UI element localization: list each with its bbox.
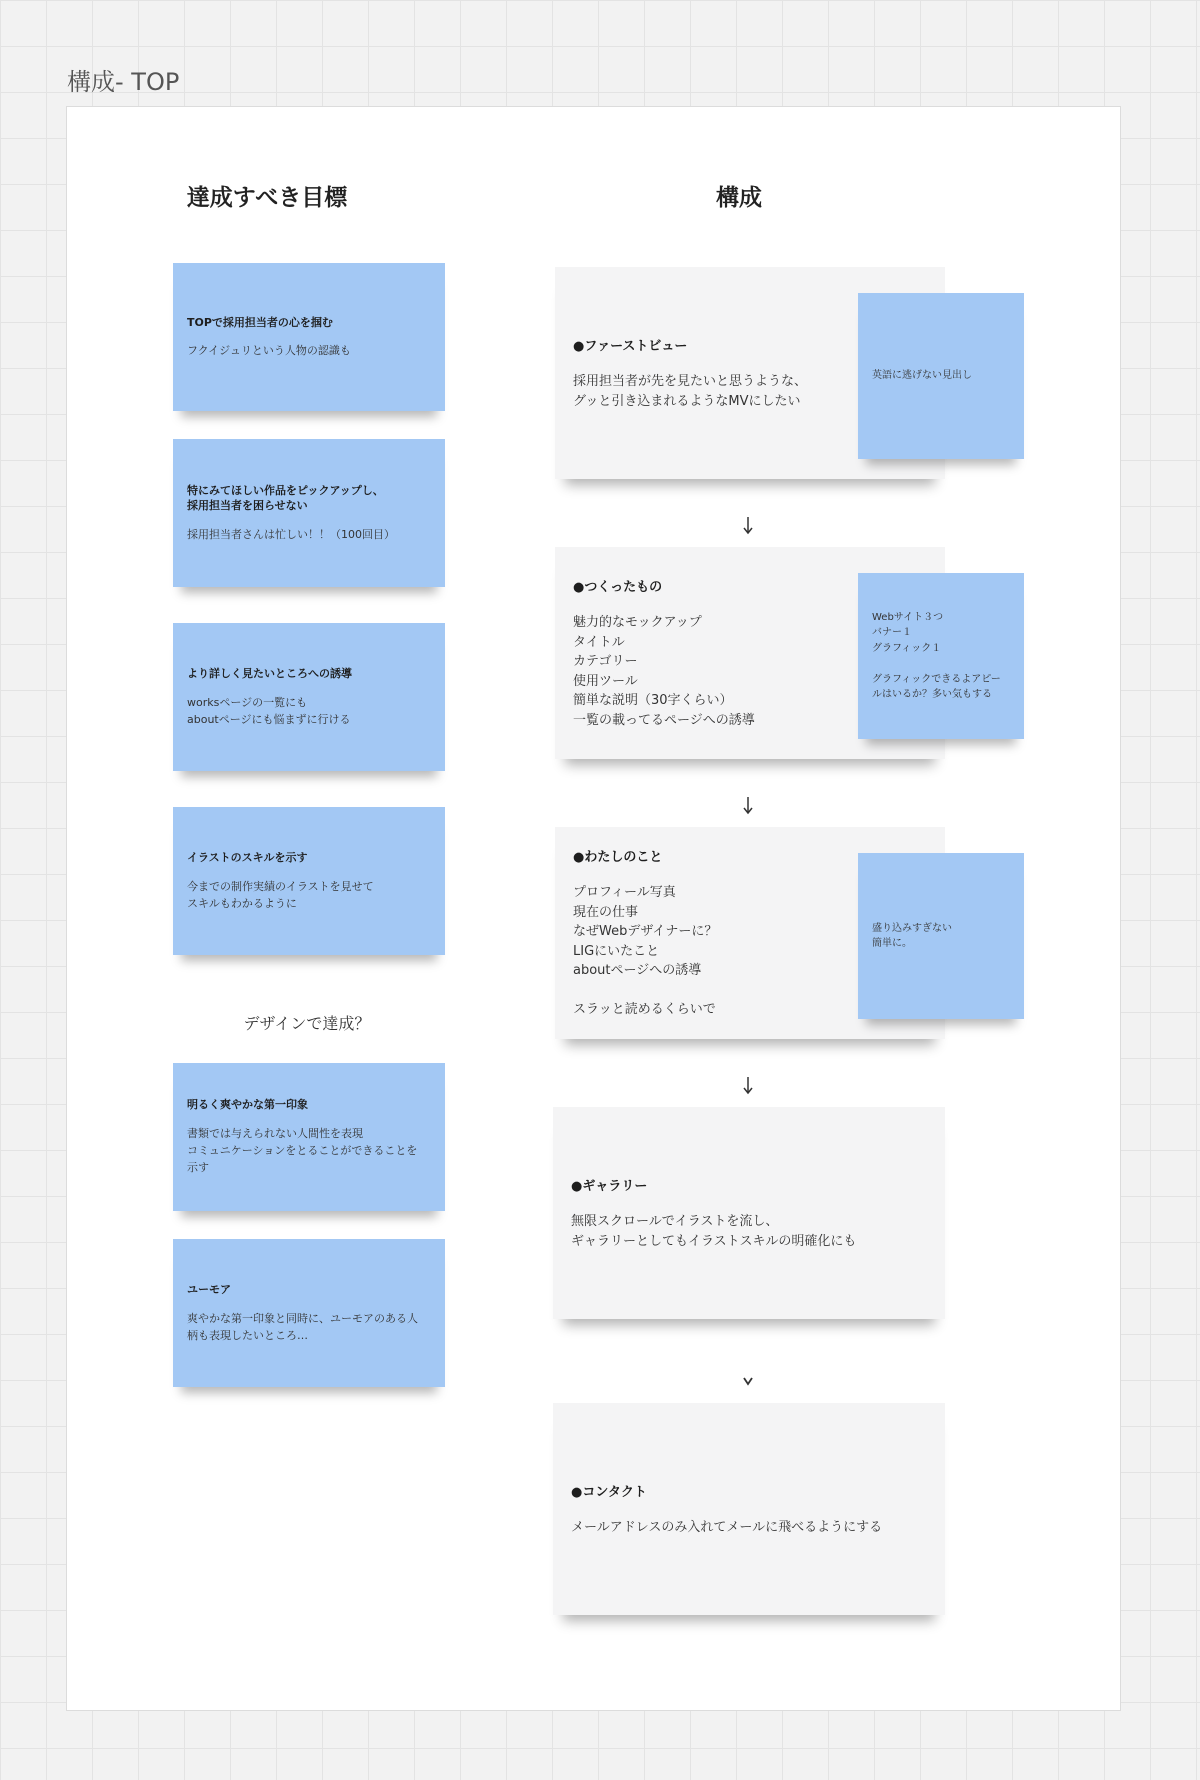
goal-title: イラストのスキルを示す <box>187 850 308 864</box>
section-body: メールアドレスのみ入れてメールに飛べるようにする <box>571 1519 883 1535</box>
section-side-note[interactable] <box>858 573 1024 739</box>
goal-title: TOPで採用担当者の心を掴む <box>187 315 333 329</box>
side-note-text: 英語に逃げない見出し <box>872 370 972 382</box>
design-goal-sticky-note[interactable] <box>173 1063 445 1211</box>
section-title: ●ギャラリー <box>571 1179 648 1194</box>
section-title: ●コンタクト <box>571 1484 647 1500</box>
section-title: ●つくったもの <box>573 580 663 595</box>
left-column-heading: 達成すべき目標 <box>186 185 348 211</box>
section-body: 採用担当者が先を見たいと思うような、 グッと引き込まれるようなMVにしたい <box>573 374 808 409</box>
design-goal-sticky-note[interactable] <box>173 1239 445 1387</box>
side-note-text: Webサイト３つ バナー１ グラフィック１ グラフィックできるよアピー ルはいるか？多い気もする <box>872 611 1001 700</box>
goal-sticky-note[interactable] <box>173 807 445 955</box>
right-column-heading: 構成 <box>716 185 762 211</box>
goal-body: worksページの一覧にも aboutページにも悩まずに行ける <box>187 695 351 726</box>
down-arrow-icon <box>741 795 755 817</box>
section-title: ●わたしのこと <box>573 850 663 866</box>
board-frame[interactable] <box>66 106 1121 1711</box>
goal-title: より詳しく見たいところへの誘導 <box>187 666 352 680</box>
goal-sticky-note[interactable] <box>173 263 445 411</box>
section-title: ●ファーストビュー <box>573 339 688 354</box>
goal-body: 採用担当者さんは忙しい！！（100回目） <box>187 528 395 542</box>
section-card-gallery[interactable] <box>553 1107 945 1319</box>
design-goal-title: ユーモア <box>187 1282 231 1296</box>
frame-title[interactable]: 構成- TOP <box>67 68 180 96</box>
section-side-note[interactable] <box>858 293 1024 459</box>
goal-body: フクイジュリという人物の認識も <box>187 344 351 358</box>
design-goal-body: 書類では与えられない人間性を表現 コミュニケーションをとることができることを 示す <box>187 1127 418 1175</box>
design-goal-title: 明るく爽やかな第一印象 <box>187 1098 308 1112</box>
section-body: プロフィール写真 現在の仕事 なぜWebデザイナーに？ LIGにいたこと aboutページへの誘導 スラッと読めるくらいで <box>573 885 718 1018</box>
section-body: 魅力的なモックアップ タイトル カテゴリー 使用ツール 簡単な説明（30字くらい） 一覧の載ってるページへの誘導 <box>573 615 755 728</box>
down-arrow-icon <box>741 1075 755 1097</box>
section-card-contact[interactable] <box>553 1403 945 1615</box>
down-arrow-icon <box>741 1373 755 1395</box>
section-side-note[interactable] <box>858 853 1024 1019</box>
goal-title: 特にみてほしい作品をピックアップし、 採用担当者を困らせない <box>187 483 384 513</box>
down-arrow-icon <box>741 515 755 537</box>
goal-body: 今までの制作実績のイラストを見せて スキルもわかるように <box>187 879 374 910</box>
design-goal-body: 爽やかな第一印象と同時に、ユーモアのある人 柄も表現したいところ… <box>187 1311 418 1342</box>
section-body: 無限スクロールでイラストを流し、 ギャラリーとしてもイラストスキルの明確化にも <box>571 1214 857 1249</box>
goal-sticky-note[interactable] <box>173 623 445 771</box>
design-question-label: デザインで達成？ <box>243 1014 371 1033</box>
side-note-text: 盛り込みすぎない 簡単に。 <box>872 922 952 949</box>
goal-sticky-note[interactable] <box>173 439 445 587</box>
